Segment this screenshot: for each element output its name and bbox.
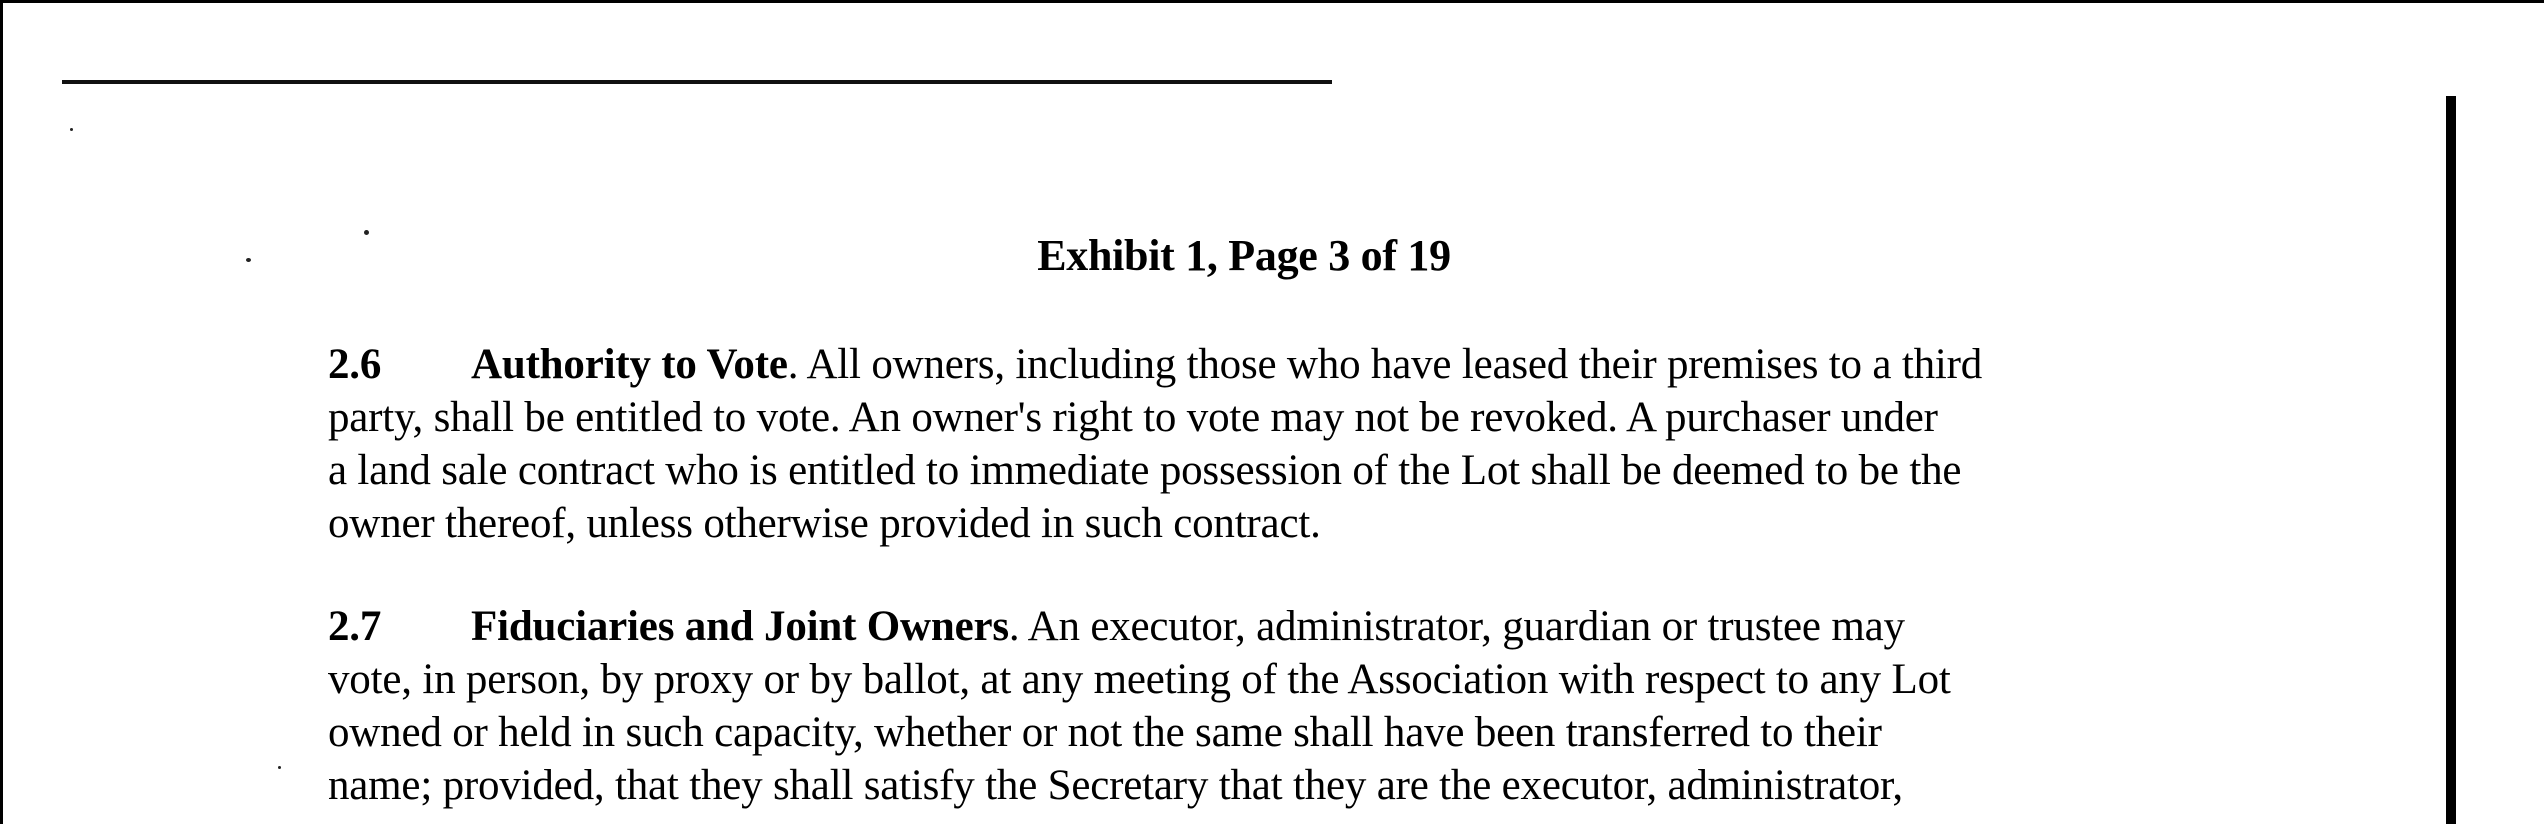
- section-number: 2.7: [328, 603, 382, 650]
- section-text: . An executor, administrator, guardian or trustee may: [1008, 603, 1905, 650]
- section-text-line: party, shall be entitled to vote. An owner's right to vote may not be revoked. A purchaser under: [328, 394, 1938, 441]
- section-2-7: [328, 600, 1951, 812]
- scan-border-left: [0, 0, 3, 824]
- scan-speck: [278, 766, 281, 769]
- section-text-line: owner thereof, unless otherwise provided in such contract.: [328, 500, 1321, 547]
- section-text-line: a land sale contract who is entitled to immediate possession of the Lot shall be deemed to be the: [328, 447, 1962, 494]
- section-title: Authority to Vote: [471, 341, 788, 388]
- section-2-6: [328, 338, 1982, 550]
- section-number: 2.6: [328, 341, 382, 388]
- section-text-line: owned or held in such capacity, whether or not the same shall have been transferred to their: [328, 709, 1882, 756]
- scan-border-top: [0, 0, 2544, 3]
- page-header: Exhibit 1, Page 3 of 19: [1037, 231, 1451, 280]
- section-first-line: [328, 600, 1951, 653]
- scan-speck: [70, 128, 73, 131]
- scan-rule-line: [62, 80, 1332, 84]
- section-text: . All owners, including those who have leased their premises to a third: [787, 341, 1983, 388]
- section-title: Fiduciaries and Joint Owners: [471, 603, 1009, 650]
- section-first-line: [328, 338, 1982, 391]
- section-text-line: name; provided, that they shall satisfy the Secretary that they are the executor, administrator,: [328, 762, 1903, 809]
- scan-edge-bar: [2446, 96, 2456, 824]
- section-text-line: vote, in person, by proxy or by ballot, at any meeting of the Association with respect to any Lot: [328, 656, 1951, 703]
